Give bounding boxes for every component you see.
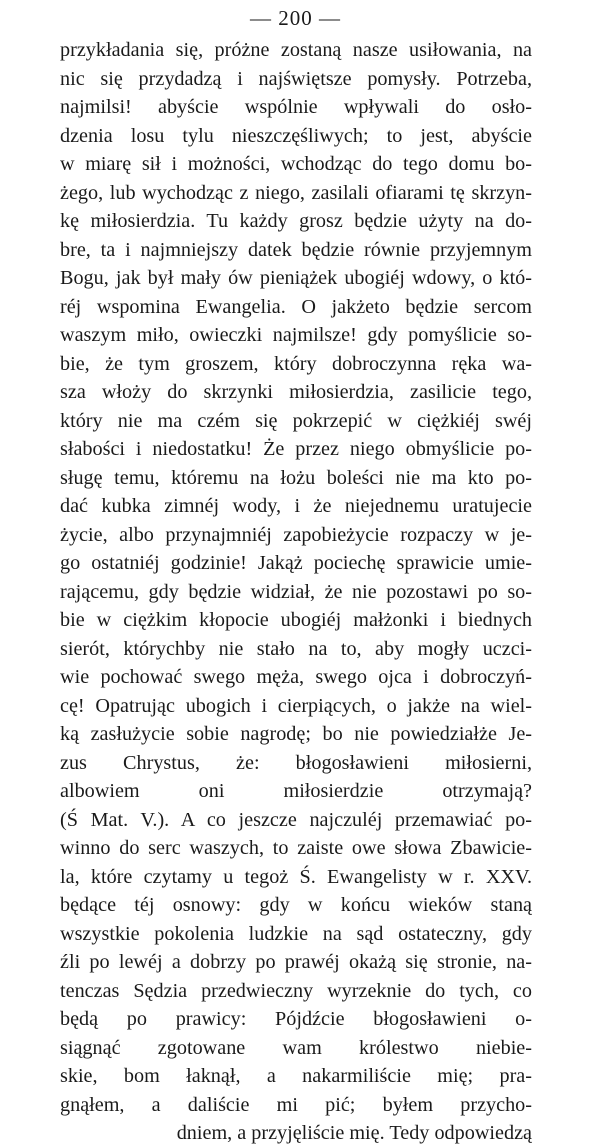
- text-line: wszystkie pokolenia ludzkie na sąd ostateczny, gdy: [60, 922, 532, 945]
- text-line: bre, ta i najmniejszy datek będzie równie przyjemnym: [60, 238, 532, 261]
- text-line: dzenia losu tylu nieszczęśliwych; to jest, abyście: [60, 124, 532, 147]
- body-text: [60, 36, 532, 1148]
- text-line: dniem, a przyjęliście mię. Tedy odpowiedzą: [176, 1122, 532, 1144]
- text-line: najmilsi! abyście wspólnie wpływali do osło-: [60, 96, 532, 118]
- text-line: kę miłosierdzia. Tu każdy grosz będzie użyty na do-: [60, 210, 532, 232]
- text-line: winno do serc waszych, to zaiste owe słowa Zbawicie-: [60, 837, 532, 859]
- text-line: żego, lub wychodząc z niego, zasilali ofiarami tę skrzyn-: [60, 181, 532, 204]
- text-line: tenczas Sędzia przedwieczny wyrzeknie do tych, co: [60, 979, 532, 1002]
- text-line: albowiem oni miłosierdzie otrzymają?: [60, 780, 532, 802]
- text-line: będące téj osnowy: gdy w końcu wieków staną: [60, 894, 532, 916]
- text-line: sługę temu, któremu na łożu boleści nie ma kto po-: [60, 466, 532, 489]
- text-line: go ostatniéj godzinie! Jakąż pociechę sprawicie umie-: [60, 552, 532, 574]
- text-line: gnąłem, a daliście mi pić; byłem przycho-: [60, 1093, 532, 1116]
- text-line: słabości i niedostatku! Że przez niego obmyślicie po-: [60, 438, 532, 460]
- text-line: (Ś Mat. V.). A co jeszcze najczuléj przemawiać po-: [60, 808, 532, 831]
- text-line: waszym miło, owieczki najmilsze! gdy pomyślicie so-: [60, 324, 532, 346]
- text-line: ką zasłużycie sobie nagrodę; bo nie powiedziałże Je-: [60, 723, 532, 745]
- text-line: bie, że tym groszem, który dobroczynna ręka wa-: [60, 352, 532, 375]
- page-number: — 200 —: [250, 6, 341, 30]
- text-line: będą po prawicy: Pójdźcie błogosławieni o-: [60, 1008, 532, 1030]
- text-line: skie, bom łaknął, a nakarmiliście mię; pra-: [60, 1065, 532, 1087]
- text-line: nic się przydadzą i najświętsze pomysły. Potrzeba,: [60, 67, 532, 90]
- text-line: źli po lewéj a dobrzy po prawéj okażą się stronie, na-: [60, 951, 532, 973]
- text-line: siągnąć zgotowane wam królestwo niebie-: [60, 1036, 532, 1059]
- text-line: sierót, którychby nie stało na to, aby mogły uczci-: [60, 637, 532, 660]
- text-line: dać kubka zimnéj wody, i że niejednemu uratujecie: [60, 495, 532, 517]
- text-line: réj wspomina Ewangelia. O jakżeto będzie sercom: [60, 295, 532, 318]
- text-line: który nie ma czém się pokrzepić w ciężkiéj swéj: [60, 409, 532, 432]
- text-line: wie pochować swego męża, swego ojca i dobroczyń-: [60, 666, 532, 688]
- text-line: cę! Opatrując ubogich i cierpiących, o jakże na wiel-: [60, 694, 532, 717]
- text-line: przykładania się, próżne zostaną nasze usiłowania, na: [60, 39, 532, 61]
- text-line: Bogu, jak był mały ów pieniążek ubogiéj wdowy, o któ-: [60, 267, 532, 289]
- text-line: zus Chrystus, że: błogosławieni miłosierni,: [60, 751, 532, 774]
- text-line: w miarę sił i możności, wchodząc do tego domu bo-: [60, 153, 532, 175]
- text-line: rającemu, gdy będzie widział, że nie pozostawi po so-: [60, 580, 532, 603]
- text-line: la, które czytamy u tegoż Ś. Ewangelisty w r. XXV.: [60, 865, 532, 888]
- text-line: życie, albo przynajmniéj zapobieżycie rozpaczy w je-: [60, 523, 532, 546]
- text-line: sza włoży do skrzynki miłosierdzia, zasilicie tego,: [60, 381, 532, 403]
- text-line: bie w ciężkim kłopocie ubogiéj małżonki i biednych: [60, 609, 532, 631]
